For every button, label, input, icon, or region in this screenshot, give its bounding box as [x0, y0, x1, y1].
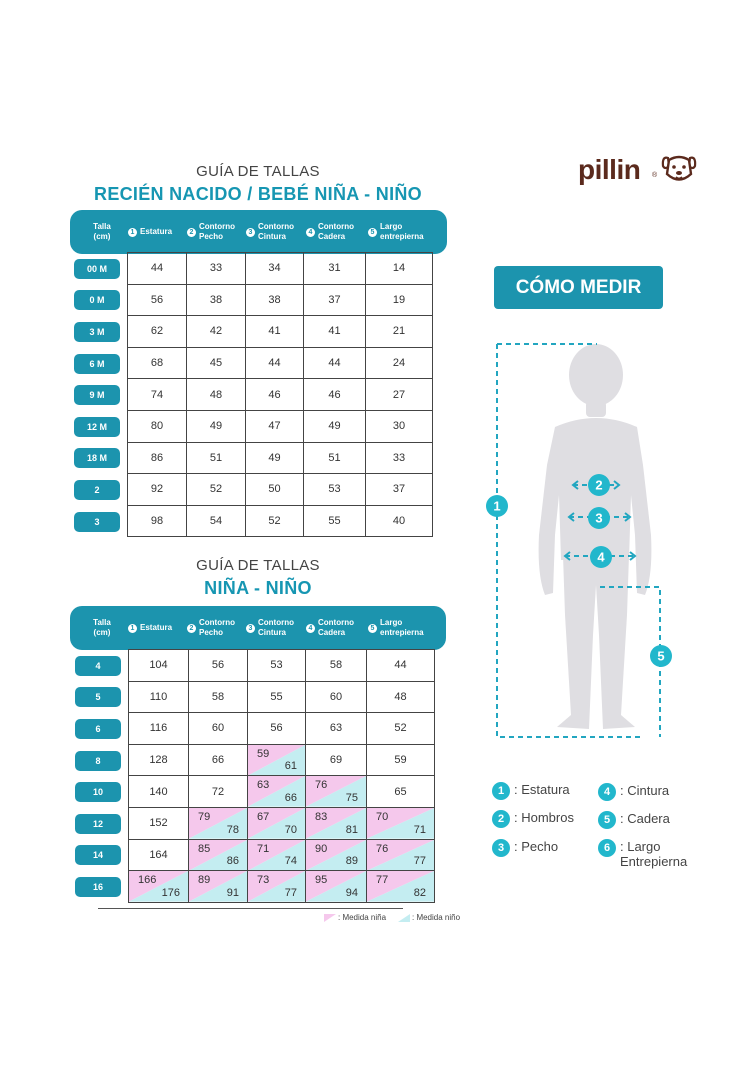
cell-value: 41 [328, 325, 341, 338]
cell-value: 110 [149, 690, 168, 703]
table-cell [306, 745, 367, 777]
girl-value: 76 [376, 842, 389, 855]
how-to-num: 5 [598, 811, 616, 829]
how-to-label: : Estatura [514, 782, 570, 797]
table-cell [129, 840, 189, 872]
table-cell [367, 682, 435, 714]
table-cell [128, 379, 187, 411]
header-label: Estatura [140, 623, 173, 632]
child-measurement-figure [485, 335, 675, 745]
cell-value: 21 [392, 325, 406, 338]
table-cell [246, 411, 304, 443]
size-label: 16 [75, 877, 121, 897]
cell-value: 80 [150, 420, 164, 433]
cyan-swatch-icon [398, 914, 410, 922]
table-cell [367, 871, 435, 903]
table-cell [187, 253, 246, 285]
table-cell [248, 745, 306, 777]
size-label: 14 [75, 845, 121, 865]
how-to-num: 2 [492, 810, 510, 828]
how-to-measure-label: CÓMO MEDIR [515, 276, 642, 298]
cell-value: 92 [150, 483, 164, 496]
cell-value: 34 [268, 262, 281, 275]
boy-value: 78 [226, 823, 239, 836]
girl-value: 70 [376, 810, 389, 823]
brand-logo [578, 152, 703, 190]
girl-value: 73 [257, 874, 270, 887]
section2-title: NIÑA - NIÑO [204, 578, 312, 598]
table2-grid [128, 649, 435, 903]
how-to-item-3 [492, 839, 558, 857]
cell-value: 44 [394, 659, 407, 672]
boy-value: 77 [413, 855, 426, 868]
table-cell [246, 348, 304, 380]
header-number-badge: 5 [368, 624, 377, 633]
cell-value: 19 [392, 293, 406, 306]
table-cell [128, 348, 187, 380]
table-cell [367, 713, 435, 745]
cell-value: 44 [328, 357, 341, 370]
table1-grid [127, 252, 433, 537]
how-to-label: : Hombros [514, 810, 574, 825]
header-label: Contorno Cadera [318, 222, 354, 241]
boy-value: 74 [284, 855, 297, 868]
table-cell [128, 285, 187, 317]
table-cell [246, 506, 304, 538]
cell-value: 30 [392, 420, 406, 433]
girl-value: 63 [257, 779, 270, 792]
legend-girl [324, 913, 386, 922]
section1-title: RECIÉN NACIDO / BEBÉ NIÑA - NIÑO [94, 184, 422, 204]
table-cell [129, 682, 189, 714]
cell-value: 68 [150, 357, 164, 370]
header-col-1 [128, 606, 172, 650]
table-cell [189, 745, 248, 777]
cell-value: 140 [149, 785, 168, 798]
how-to-measure-button[interactable] [494, 266, 663, 309]
table-cell [304, 443, 366, 475]
girl-value: 83 [315, 810, 328, 823]
cell-value: 50 [268, 483, 281, 496]
how-to-item-6 [598, 839, 687, 869]
table-cell [366, 379, 433, 411]
legend-boy-label: : Medida niño [412, 913, 461, 922]
table-cell [366, 443, 433, 475]
how-to-item-1 [492, 782, 570, 800]
table-cell [128, 411, 187, 443]
legend-boy [398, 913, 460, 922]
header-col-3 [246, 210, 294, 254]
header-col-5 [368, 606, 424, 650]
cell-value: 52 [268, 515, 281, 528]
cell-value: 58 [211, 690, 225, 703]
cell-value: 164 [149, 848, 168, 861]
header-label: Estatura [140, 227, 173, 236]
cell-value: 54 [209, 515, 223, 528]
table2-header [70, 606, 446, 650]
header-label: Contorno Cintura [258, 618, 294, 637]
cell-value: 37 [392, 483, 406, 496]
table-row [129, 713, 435, 745]
cell-value: 72 [211, 785, 225, 798]
table-cell [189, 682, 248, 714]
cell-value: 52 [209, 483, 223, 496]
table-cell [248, 776, 306, 808]
size-label: 4 [75, 656, 121, 676]
table-cell [248, 713, 306, 745]
table-cell [306, 840, 367, 872]
how-to-label: : Largo Entrepierna [620, 839, 688, 869]
footer-divider [98, 908, 403, 909]
cell-value: 98 [150, 515, 164, 528]
table-row [128, 253, 433, 285]
how-to-num: 4 [598, 783, 616, 801]
cell-value: 69 [329, 754, 343, 767]
size-label: 9 M [74, 385, 120, 405]
cell-value: 24 [392, 357, 406, 370]
table-cell [128, 474, 187, 506]
how-to-num: 3 [492, 839, 510, 857]
table-cell [367, 650, 435, 682]
table-cell [304, 285, 366, 317]
header-number-badge: 1 [128, 624, 137, 633]
table-row [129, 776, 435, 808]
cell-value: 45 [209, 357, 223, 370]
badge-1-label: 1 [493, 498, 501, 514]
cell-value: 44 [150, 262, 164, 275]
table-cell [304, 316, 366, 348]
cell-value: 47 [268, 420, 281, 433]
cell-value: 33 [392, 451, 406, 464]
boy-value: 94 [345, 886, 358, 899]
cell-value: 41 [268, 325, 281, 338]
table-cell [189, 713, 248, 745]
table-cell [366, 285, 433, 317]
size-label: 10 [75, 782, 121, 802]
header-number-badge: 5 [368, 228, 377, 237]
cell-value: 42 [209, 325, 223, 338]
size-label: 6 M [74, 354, 120, 374]
table-cell [366, 411, 433, 443]
table-cell [189, 808, 248, 840]
table-row [128, 379, 433, 411]
badge-2-label: 2 [595, 477, 603, 493]
boy-value: 86 [226, 855, 239, 868]
header-number-badge: 4 [306, 228, 315, 237]
how-to-num: 6 [598, 839, 616, 857]
girl-value: 95 [315, 874, 328, 887]
cell-value: 152 [149, 817, 168, 830]
table-cell [248, 650, 306, 682]
cell-value: 55 [328, 515, 341, 528]
child-silhouette [539, 344, 652, 729]
cell-value: 38 [268, 293, 281, 306]
cell-value: 60 [329, 690, 343, 703]
table-cell [367, 840, 435, 872]
table-cell [248, 871, 306, 903]
cell-value: 104 [149, 659, 168, 672]
size-label: 5 [75, 687, 121, 707]
table-cell [246, 379, 304, 411]
size-label: 12 [75, 814, 121, 834]
table-row [128, 316, 433, 348]
table-row [129, 871, 435, 903]
table-cell [187, 285, 246, 317]
size-label: 8 [75, 751, 121, 771]
table-cell [366, 506, 433, 538]
cell-value: 66 [211, 754, 225, 767]
cell-value: 27 [392, 388, 406, 401]
header-number-badge: 1 [128, 228, 137, 237]
badge-3-label: 3 [595, 510, 603, 526]
table-cell [366, 253, 433, 285]
pink-swatch-icon [324, 914, 336, 922]
boy-value: 81 [345, 823, 358, 836]
how-to-label: : Pecho [514, 839, 559, 854]
table-cell [304, 411, 366, 443]
header-col-5 [368, 210, 424, 254]
table-cell [129, 871, 189, 903]
badge-5-label: 5 [657, 648, 665, 664]
table-cell [367, 745, 435, 777]
registered-mark: ® [652, 172, 658, 179]
table-row [129, 840, 435, 872]
how-to-label: : Cintura [620, 783, 670, 798]
cell-value: 49 [268, 451, 281, 464]
cell-value: 53 [270, 659, 283, 672]
cell-value: 31 [328, 262, 341, 275]
table-cell [129, 776, 189, 808]
table-cell [187, 443, 246, 475]
cell-value: 14 [392, 262, 406, 275]
cell-value: 62 [150, 325, 164, 338]
table-cell [128, 253, 187, 285]
how-to-label: : Cadera [620, 811, 670, 826]
table-cell [304, 506, 366, 538]
table-cell [366, 348, 433, 380]
girl-value: 166 [138, 874, 157, 887]
girl-value: 59 [257, 747, 270, 760]
table-row [128, 348, 433, 380]
table-cell [306, 682, 367, 714]
size-label: 00 M [74, 259, 120, 279]
cell-value: 116 [149, 722, 168, 735]
header-number-badge: 3 [246, 624, 255, 633]
header-col-2 [187, 606, 235, 650]
table-row [128, 506, 433, 538]
table-row [129, 745, 435, 777]
how-to-item-4 [598, 783, 669, 801]
header-col-4 [306, 210, 354, 254]
size-label: 12 M [74, 417, 120, 437]
boy-value: 82 [413, 886, 426, 899]
cell-value: 52 [394, 722, 407, 735]
cell-value: 33 [209, 262, 223, 275]
table-cell [189, 871, 248, 903]
cell-value: 59 [394, 754, 407, 767]
table-cell [189, 650, 248, 682]
cell-value: 49 [209, 420, 223, 433]
cell-value: 74 [150, 388, 164, 401]
boy-value: 61 [284, 760, 297, 773]
cell-value: 56 [211, 659, 225, 672]
table-cell [129, 745, 189, 777]
table-row [129, 682, 435, 714]
header-col-1 [128, 210, 172, 254]
table-cell [367, 776, 435, 808]
header-label: Largo entrepierna [380, 222, 424, 241]
cell-value: 56 [150, 293, 164, 306]
cell-value: 38 [209, 293, 223, 306]
size-label: 3 M [74, 322, 120, 342]
table-cell [189, 776, 248, 808]
girl-value: 90 [315, 842, 328, 855]
table-cell [366, 474, 433, 506]
header-talla: Talla (cm) [93, 222, 111, 241]
boy-value: 91 [226, 886, 239, 899]
girl-value: 89 [198, 874, 211, 887]
header-col-2 [187, 210, 235, 254]
section2-subtitle: GUÍA DE TALLAS [196, 557, 320, 574]
table-cell [187, 316, 246, 348]
table-row [129, 650, 435, 682]
header-col-3 [246, 606, 294, 650]
table-cell [304, 348, 366, 380]
boy-value: 89 [345, 855, 358, 868]
size-label: 0 M [74, 290, 120, 310]
cell-value: 53 [328, 483, 341, 496]
header-number-badge: 3 [246, 228, 255, 237]
cell-value: 58 [329, 659, 343, 672]
table-cell [246, 285, 304, 317]
table-cell [306, 808, 367, 840]
header-number-badge: 4 [306, 624, 315, 633]
girl-value: 79 [198, 810, 211, 823]
table-row [128, 443, 433, 475]
girl-value: 85 [198, 842, 211, 855]
table-cell [129, 650, 189, 682]
girl-value: 77 [376, 874, 389, 887]
header-talla: Talla (cm) [93, 618, 111, 637]
table-cell [306, 650, 367, 682]
cell-value: 44 [268, 357, 281, 370]
header-label: Contorno Cadera [318, 618, 354, 637]
boy-value: 66 [284, 791, 297, 804]
header-label: Contorno Pecho [199, 222, 235, 241]
size-label: 18 M [74, 448, 120, 468]
table-cell [248, 840, 306, 872]
cell-value: 48 [394, 690, 407, 703]
girl-value: 67 [257, 810, 270, 823]
cell-value: 48 [209, 388, 223, 401]
cell-value: 46 [268, 388, 281, 401]
cell-value: 49 [328, 420, 341, 433]
cell-value: 55 [270, 690, 283, 703]
table-cell [187, 474, 246, 506]
table-cell [129, 713, 189, 745]
cell-value: 37 [328, 293, 341, 306]
table-cell [189, 840, 248, 872]
cell-value: 65 [394, 785, 407, 798]
table-cell [246, 474, 304, 506]
boy-value: 77 [284, 886, 297, 899]
table-row [128, 285, 433, 317]
cell-value: 128 [149, 754, 168, 767]
boy-value: 70 [284, 823, 297, 836]
girl-value: 76 [315, 779, 328, 792]
cell-value: 51 [328, 451, 341, 464]
girl-value: 71 [257, 842, 270, 855]
section1-subtitle: GUÍA DE TALLAS [196, 163, 320, 180]
table-row [128, 474, 433, 506]
header-label: Largo entrepierna [380, 618, 424, 637]
table-row [128, 411, 433, 443]
table-cell [306, 776, 367, 808]
header-number-badge: 2 [187, 624, 196, 633]
table-cell [246, 253, 304, 285]
table1-header [70, 210, 447, 254]
table-cell [304, 253, 366, 285]
table-cell [366, 316, 433, 348]
table-cell [248, 808, 306, 840]
header-label: Contorno Cintura [258, 222, 294, 241]
size-label: 2 [74, 480, 120, 500]
brand-name: pillin [578, 154, 641, 185]
how-to-item-2 [492, 810, 574, 828]
table-cell [367, 808, 435, 840]
table-cell [187, 411, 246, 443]
table-cell [248, 682, 306, 714]
table-cell [128, 506, 187, 538]
cell-value: 40 [392, 515, 406, 528]
size-label: 6 [75, 719, 121, 739]
boy-value: 75 [345, 791, 358, 804]
header-col-4 [306, 606, 354, 650]
cell-value: 51 [209, 451, 223, 464]
how-to-item-5 [598, 811, 670, 829]
table-cell [306, 871, 367, 903]
boy-value: 176 [161, 886, 180, 899]
cell-value: 63 [329, 722, 343, 735]
cell-value: 56 [270, 722, 283, 735]
cell-value: 86 [150, 451, 164, 464]
cell-value: 60 [211, 722, 225, 735]
table-cell [187, 506, 246, 538]
header-number-badge: 2 [187, 228, 196, 237]
table-row [129, 808, 435, 840]
table-cell [304, 474, 366, 506]
table-cell [187, 348, 246, 380]
table-cell [246, 443, 304, 475]
legend-girl-label: : Medida niña [338, 913, 387, 922]
cell-value: 46 [328, 388, 341, 401]
dog-mascot-icon [660, 152, 698, 186]
size-label: 3 [74, 512, 120, 532]
table-cell [187, 379, 246, 411]
badge-4-label: 4 [597, 549, 605, 565]
table-cell [129, 808, 189, 840]
header-label: Contorno Pecho [199, 618, 235, 637]
boy-value: 71 [413, 823, 426, 836]
table-cell [246, 316, 304, 348]
how-to-num: 1 [492, 782, 510, 800]
table-cell [128, 316, 187, 348]
table-cell [306, 713, 367, 745]
table-cell [128, 443, 187, 475]
table-cell [304, 379, 366, 411]
